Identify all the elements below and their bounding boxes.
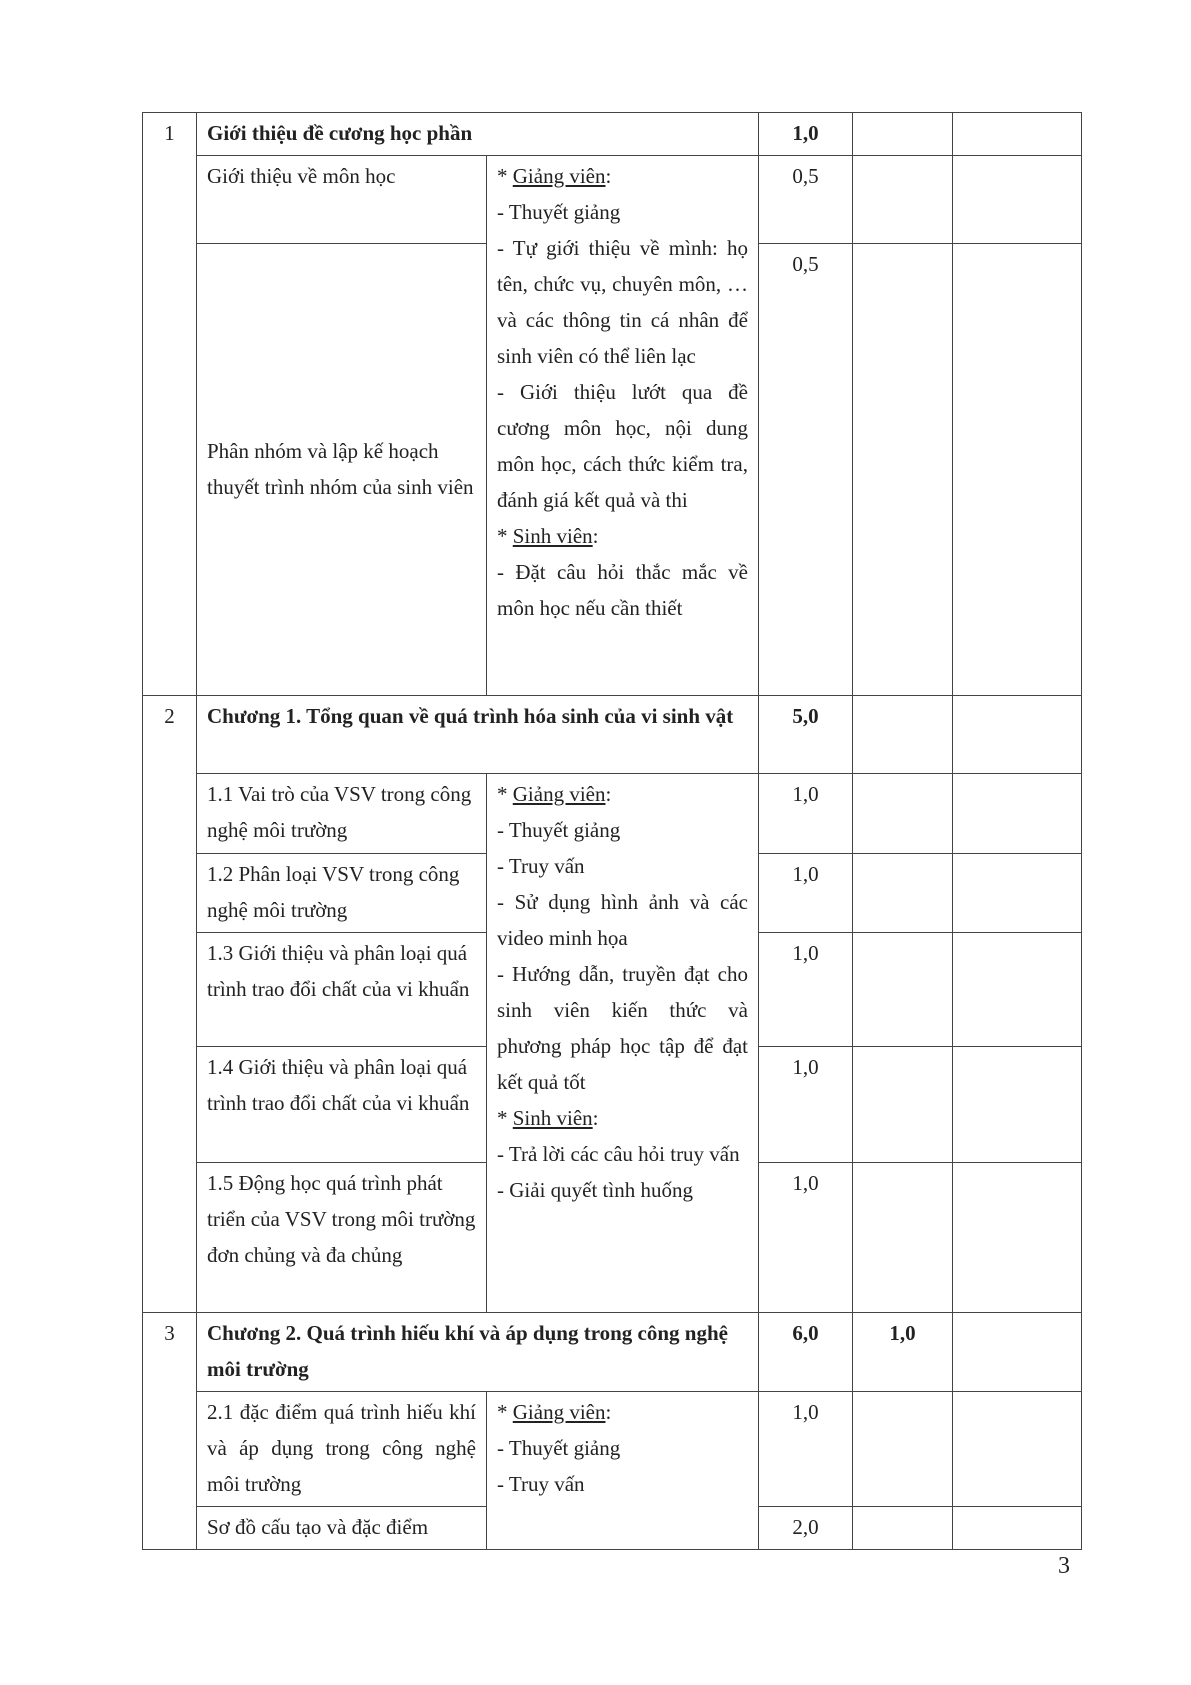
section-header-row	[143, 696, 1082, 774]
section-hours-2	[853, 113, 953, 156]
topic-name: 1.2 Phân loại VSV trong công nghệ môi trường	[197, 854, 487, 933]
topic-hours: 0,5	[759, 244, 853, 696]
topic-hours: 1,0	[759, 854, 853, 933]
teaching-method: * Giảng viên: - Thuyết giảng - Tự giới thiệu về mình: họ tên, chức vụ, chuyên môn, … và các thông tin cá nhân để sinh viên có thể liên lạc - Giới thiệu lướt qua đề cương môn học, nội dung môn học, cách thức kiểm tra, đánh giá kết quả và thi * Sinh viên: - Đặt câu hỏi thắc mắc về môn học nếu cần thiết	[487, 156, 759, 696]
empty-cell	[953, 933, 1082, 1047]
section-title: Chương 2. Quá trình hiếu khí và áp dụng trong công nghệ môi trường	[197, 1313, 759, 1392]
section-hours-2: 1,0	[853, 1313, 953, 1392]
section-hours-3	[953, 696, 1082, 774]
empty-cell	[853, 933, 953, 1047]
page-number: 3	[1058, 1553, 1070, 1579]
topic-name: 1.1 Vai trò của VSV trong công nghệ môi trường	[197, 774, 487, 854]
empty-cell	[853, 1507, 953, 1550]
section-header-row	[143, 113, 1082, 156]
topic-hours: 1,0	[759, 1392, 853, 1507]
section-hours-3	[953, 1313, 1082, 1392]
topic-name: 1.4 Giới thiệu và phân loại quá trình trao đổi chất của vi khuẩn	[197, 1047, 487, 1163]
section-hours-2	[853, 696, 953, 774]
topic-hours: 1,0	[759, 1163, 853, 1313]
empty-cell	[853, 156, 953, 244]
topic-row	[143, 156, 1082, 244]
section-number: 3	[143, 1313, 197, 1550]
empty-cell	[853, 244, 953, 696]
section-hours: 5,0	[759, 696, 853, 774]
empty-cell	[853, 774, 953, 854]
topic-hours: 1,0	[759, 774, 853, 854]
section-header-row	[143, 1313, 1082, 1392]
topic-row	[143, 1392, 1082, 1507]
empty-cell	[853, 1163, 953, 1313]
empty-cell	[953, 774, 1082, 854]
syllabus-table	[142, 112, 1082, 1550]
section-hours-3	[953, 113, 1082, 156]
topic-hours: 0,5	[759, 156, 853, 244]
section-hours: 1,0	[759, 113, 853, 156]
section-number: 1	[143, 113, 197, 696]
topic-name: 1.5 Động học quá trình phát triển của VSV trong môi trường đơn chủng và đa chủng	[197, 1163, 487, 1313]
topic-name: Phân nhóm và lập kế hoạch thuyết trình nhóm của sinh viên	[197, 244, 487, 696]
topic-name: 1.3 Giới thiệu và phân loại quá trình trao đổi chất của vi khuẩn	[197, 933, 487, 1047]
empty-cell	[953, 244, 1082, 696]
empty-cell	[853, 1047, 953, 1163]
section-title: Chương 1. Tổng quan về quá trình hóa sinh của vi sinh vật	[197, 696, 759, 774]
section-title: Giới thiệu đề cương học phần	[197, 113, 759, 156]
empty-cell	[953, 854, 1082, 933]
empty-cell	[953, 1507, 1082, 1550]
section-number: 2	[143, 696, 197, 1313]
empty-cell	[853, 854, 953, 933]
empty-cell	[953, 1047, 1082, 1163]
topic-hours: 1,0	[759, 933, 853, 1047]
empty-cell	[853, 1392, 953, 1507]
empty-cell	[953, 1392, 1082, 1507]
section-hours: 6,0	[759, 1313, 853, 1392]
topic-row	[143, 774, 1082, 854]
topic-name: 2.1 đặc điểm quá trình hiếu khí và áp dụng trong công nghệ môi trường	[197, 1392, 487, 1507]
teaching-method: * Giảng viên: - Thuyết giảng - Truy vấn - Sử dụng hình ảnh và các video minh họa - Hướng dẫn, truyền đạt cho sinh viên kiến thức và phương pháp học tập để đạt kết quả tốt * Sinh viên: - Trả lời các câu hỏi truy vấn - Giải quyết tình huống	[487, 774, 759, 1313]
topic-hours: 2,0	[759, 1507, 853, 1550]
topic-name: Giới thiệu về môn học	[197, 156, 487, 244]
teaching-method: * Giảng viên: - Thuyết giảng - Truy vấn	[487, 1392, 759, 1550]
empty-cell	[953, 1163, 1082, 1313]
topic-hours: 1,0	[759, 1047, 853, 1163]
topic-name: Sơ đồ cấu tạo và đặc điểm	[197, 1507, 487, 1550]
empty-cell	[953, 156, 1082, 244]
